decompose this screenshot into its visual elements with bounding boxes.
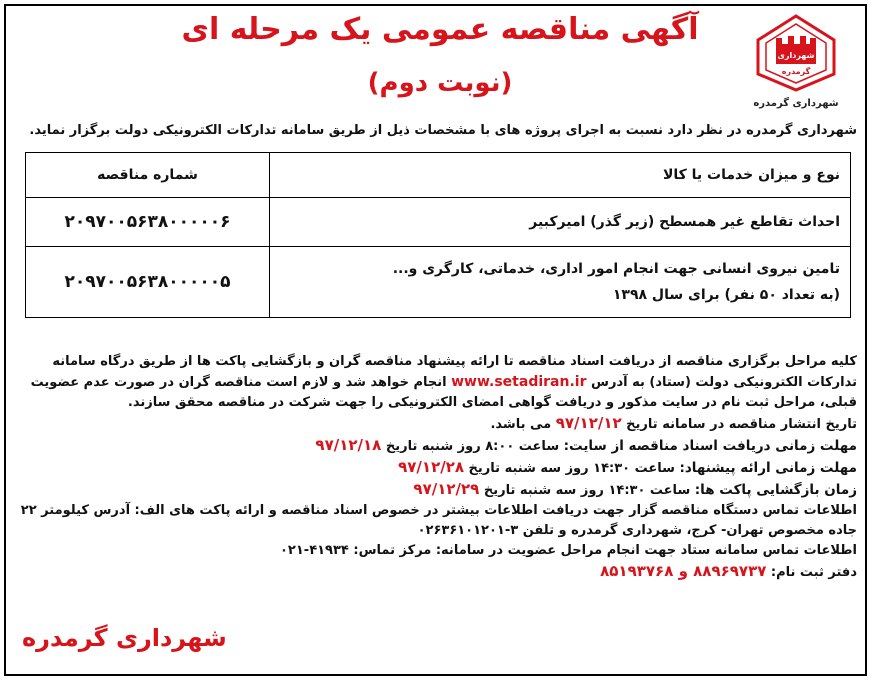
proposal-deadline-line [14, 457, 857, 479]
signature: شهرداری گرمدره [22, 624, 227, 652]
proposal-deadline-date: ۹۷/۱۲/۲۸ [398, 458, 465, 476]
publish-date-line [14, 413, 857, 435]
document-deadline-label: مهلت زمانی دریافت اسناد مناقصه از سایت: [563, 438, 857, 454]
opening-line [14, 479, 857, 501]
procedure-text-a: کلیه مراحل برگزاری مناقصه از دریافت اسناد مناقصه تا ارائه پیشنهاد مناقصه گران و بازگشایی پاکت ها از طریق درگاه سامانه تدارکات الکترونیکی دولت (ستاد) به آدرس [52, 354, 857, 390]
opening-text: ساعت ۱۴:۳۰ روز سه شنبه تاریخ [483, 483, 691, 498]
proposal-deadline-label: مهلت زمانی ارائه پیشنهاد: [679, 460, 857, 476]
notice-subtitle: (نوبت دوم) [367, 68, 513, 98]
registry-label: دفتر ثبت نام: [770, 565, 857, 580]
municipality-logo [741, 10, 851, 110]
document-deadline-line [14, 435, 857, 457]
row-description [270, 247, 851, 318]
registry-line [14, 561, 857, 583]
castle-emblem-icon [746, 10, 846, 94]
procedure-text-b: انجام خواهد شد و لازم است مناقصه گران در صورت عدم عضویت قبلی، مراحل ثبت نام در سایت مذکور و دریافت گواهی امضای الکترونیکی را جهت شرکت در مناقصه محقق سازند. [30, 375, 857, 410]
opening-date: ۹۷/۱۲/۲۹ [413, 480, 480, 498]
row-description-line: تامین نیروی انسانی جهت انجام امور اداری، خدماتی، کارگری و... [392, 261, 840, 277]
publish-suffix: می باشد. [490, 417, 552, 432]
procedure-paragraph [14, 352, 857, 413]
opening-label: زمان بازگشایی پاکت ها: [694, 482, 857, 498]
header-description: نوع و میزان خدمات یا کالا [270, 153, 851, 198]
intro-paragraph: شهرداری گرمدره در نظر دارد نسبت به اجرای پروژه های با مشخصات ذیل از طریق سامانه تدارکات الکترونیکی دولت برگزار نماید. [29, 123, 857, 138]
notice-title: آگهی مناقصه عمومی یک مرحله ای [181, 12, 699, 47]
document-deadline-date: ۹۷/۱۲/۱۸ [315, 436, 382, 454]
publish-label: تاریخ انتشار مناقصه در سامانه تاریخ [626, 417, 857, 432]
table-row [26, 247, 851, 318]
table-header-row [26, 153, 851, 198]
notice-body [14, 352, 857, 583]
proposal-deadline-text: ساعت ۱۴:۳۰ روز سه شنبه تاریخ [468, 461, 675, 476]
row-tender-number: ۲۰۹۷۰۰۵۶۳۸۰۰۰۰۰۵ [26, 247, 270, 318]
tender-table [25, 152, 851, 318]
table-row [26, 198, 851, 247]
row-description-line: احداث تقاطع غیر همسطح (زیر گذر) امیرکبیر [529, 214, 840, 230]
logo-caption: شهرداری گرمدره [753, 98, 839, 109]
svg-text:گرمدره: گرمدره [781, 67, 811, 76]
row-description-line: (به تعداد ۵۰ نفر) برای سال ۱۳۹۸ [612, 287, 840, 303]
document-deadline-text: ساعت ۸:۰۰ روز شنبه تاریخ [385, 439, 560, 454]
svg-text:شهرداری: شهرداری [777, 51, 815, 60]
publish-date: ۹۷/۱۲/۱۲ [555, 414, 622, 432]
website-link[interactable]: www.setadiran.ir [451, 374, 587, 390]
header-tender-number: شماره مناقصه [26, 153, 270, 198]
organizer-contact: اطلاعات تماس دستگاه مناقصه گزار جهت دریافت اطلاعات بیشتر در خصوص اسناد مناقصه و ارائه پاکت های الف: آدرس کیلومتر ۲۲ جاده مخصوص تهران- کرج، شهرداری گرمدره و تلفن ۳-۰۲۶۳۶۱۰۱۲۰۱ [20, 503, 857, 538]
setad-contact: اطلاعات تماس سامانه ستاد جهت انجام مراحل عضویت در سامانه: مرکز تماس: ۴۱۹۳۴-۰۲۱ [279, 543, 857, 558]
row-description [270, 198, 851, 247]
row-tender-number: ۲۰۹۷۰۰۵۶۳۸۰۰۰۰۰۶ [26, 198, 270, 247]
registry-phones: ۸۸۹۶۹۷۳۷ و ۸۵۱۹۳۷۶۸ [600, 562, 767, 580]
